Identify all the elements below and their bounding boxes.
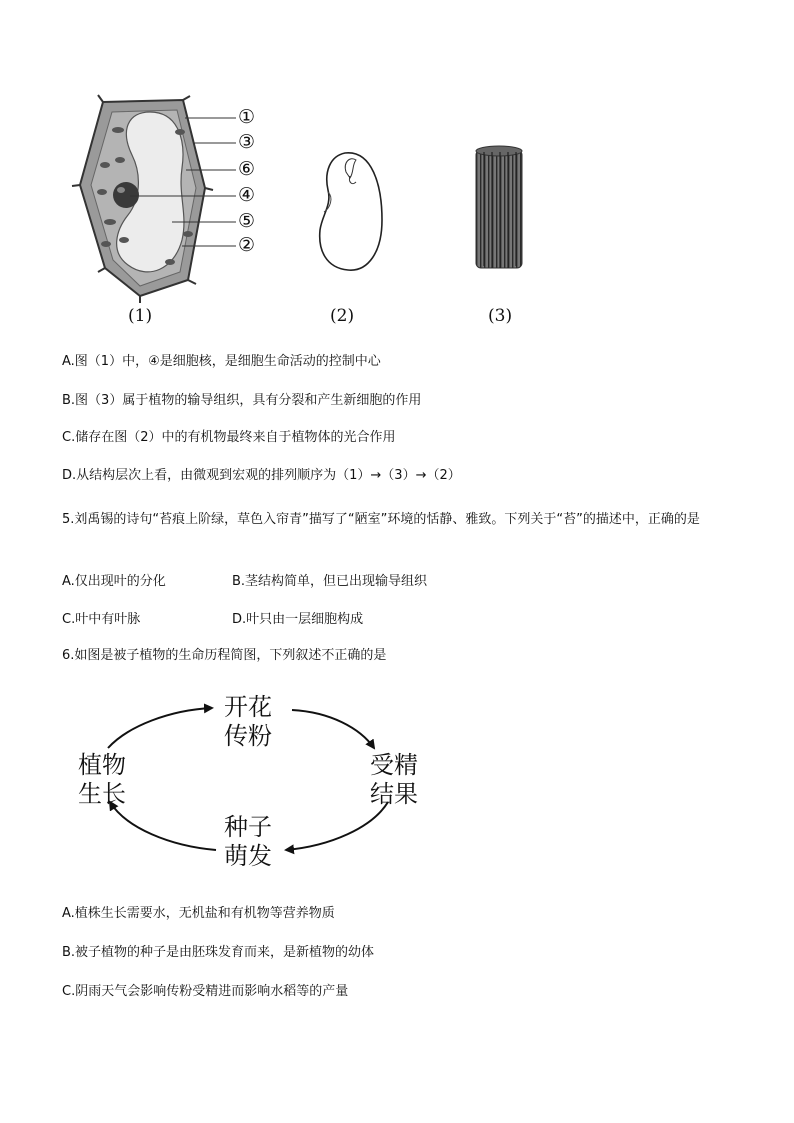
q5-option-a: A.仅出现叶的分化 [62,574,166,589]
figure-caption-2: (2) [330,306,355,326]
figure-row [0,0,794,340]
q6-option-a: A.植株生长需要水，无机盐和有机物等营养物质 [62,906,335,921]
cycle-bottom-line-1: 种子 [224,813,272,841]
q5-option-b: B.茎结构简单，但已出现输导组织 [232,574,428,589]
cell-label-5: ⑤ [238,210,256,232]
figure-caption-3: (3) [488,306,513,326]
seed-diagram [320,153,382,270]
cycle-top-line-2: 传粉 [224,722,272,750]
q5-option-d: D.叶只由一层细胞构成 [232,612,364,627]
q4-option-d: D.从结构层次上看，由微观到宏观的排列顺序为（1）→（3）→（2） [62,468,461,483]
cycle-right-line-2: 结果 [370,780,418,808]
cell-label-4: ④ [238,184,256,206]
q4-option-a: A.图（1）中，④是细胞核，是细胞生命活动的控制中心 [62,354,381,369]
cycle-bottom-line-2: 萌发 [224,842,272,870]
cell-label-2: ② [238,234,256,256]
cell-label-3: ③ [238,131,256,153]
q4-option-c: C.储存在图（2）中的有机物最终来自于植物体的光合作用 [62,430,396,445]
cycle-top-node [216,693,280,751]
figure-caption-1: (1) [128,306,153,326]
cycle-left-line-2: 生长 [78,780,126,808]
q6-option-b: B.被子植物的种子是由胚珠发育而来，是新植物的幼体 [62,945,375,960]
cell-label-1: ① [238,106,256,128]
q5-option-c: C.叶中有叶脉 [62,612,141,627]
cycle-left-node [70,751,134,809]
tissue-bundle-diagram [476,146,522,268]
cycle-bottom-node [216,813,280,871]
figures-svg [0,0,794,340]
q6-stem: 6.如图是被子植物的生命历程简图，下列叙述不正确的是 [62,648,387,663]
cycle-left-line-1: 植物 [78,751,126,779]
cell-label-6: ⑥ [238,158,256,180]
q5-stem: 5.刘禹锡的诗句“苔痕上阶绿，草色入帘青”描写了“陋室”环境的恬静、雅致。下列关于“苔”的描述中，正确的是 [62,512,700,527]
q4-option-b: B.图（3）属于植物的输导组织，具有分裂和产生新细胞的作用 [62,393,422,408]
q6-option-c: C.阴雨天气会影响传粉受精进而影响水稻等的产量 [62,984,349,999]
plant-cell-diagram [72,95,236,303]
cycle-right-line-1: 受精 [370,751,418,779]
cycle-right-node [362,751,426,809]
cycle-top-line-1: 开花 [224,693,272,721]
